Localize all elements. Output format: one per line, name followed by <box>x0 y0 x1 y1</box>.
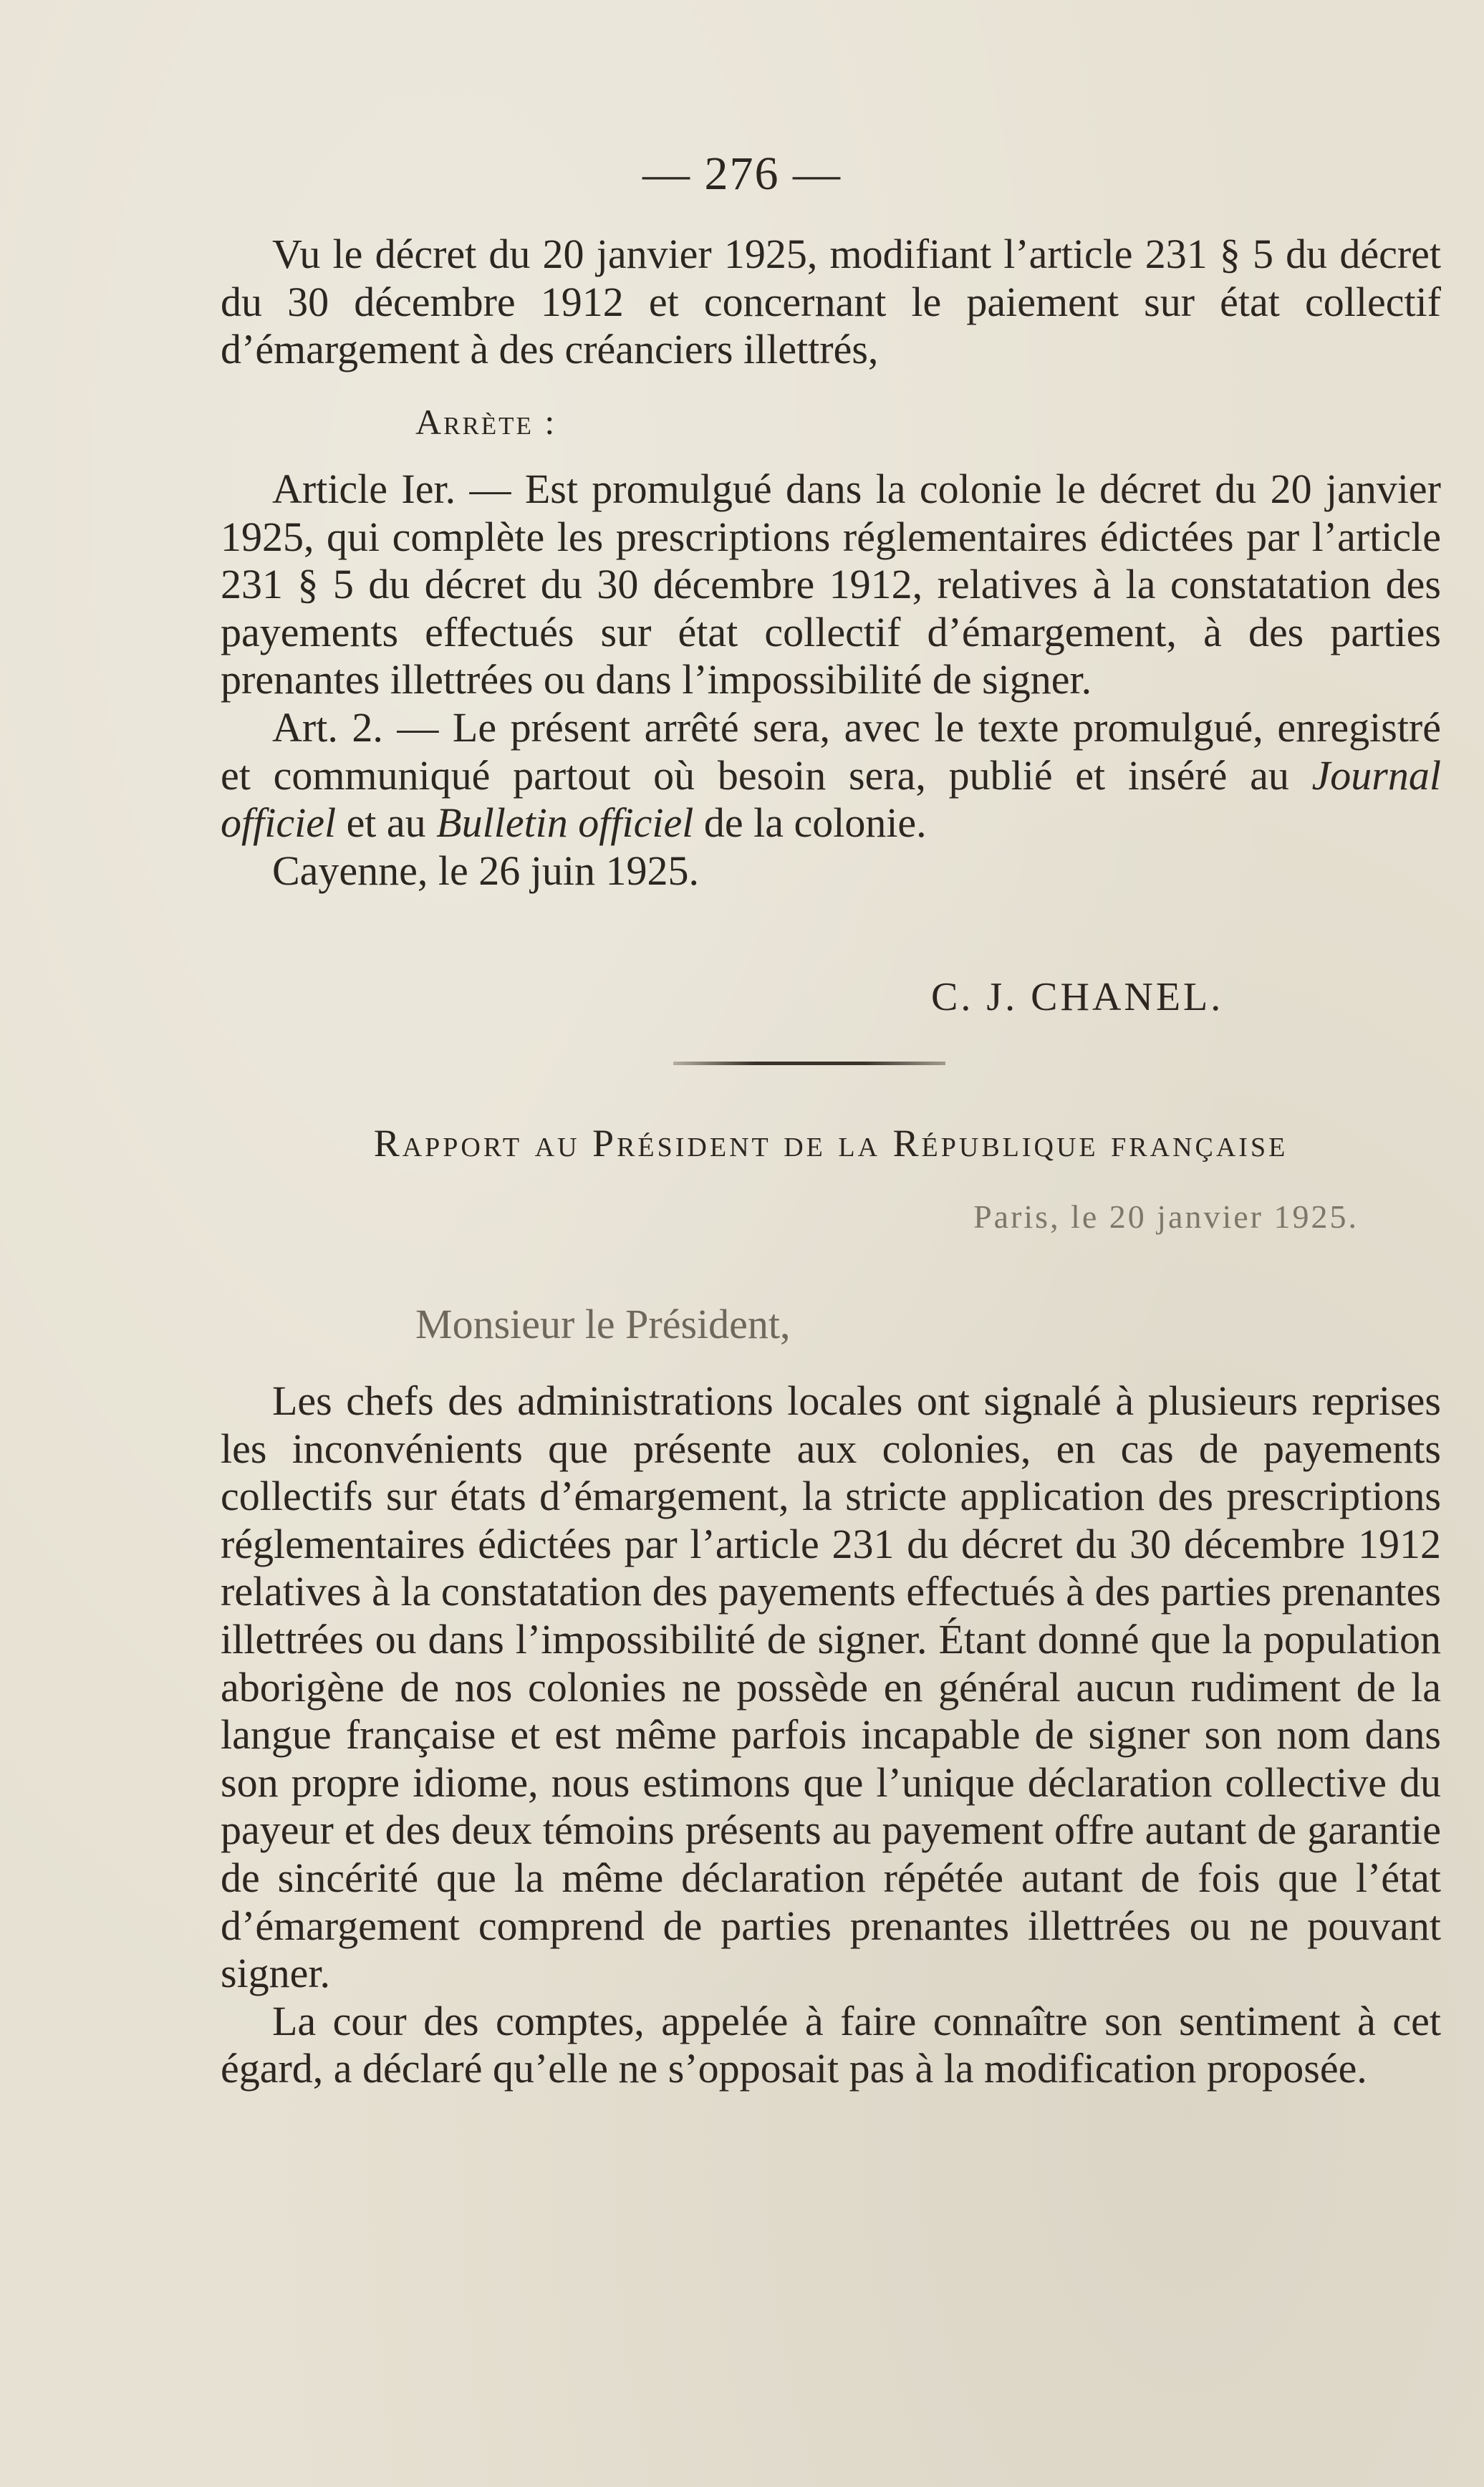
arrete-heading: Arrète : <box>415 402 557 442</box>
report-body <box>221 1377 1441 2093</box>
section-divider <box>673 1062 945 1065</box>
page-number: — 276 — <box>642 148 842 200</box>
arrete-articles <box>221 466 1441 895</box>
article-1: Article Ier. — Est promulgué dans la colonie le décret du 20 janvier 1925, qui complète les prescriptions réglementaires édictées par l’article 231 § 5 du décret du 30 décembre 1912, relatives à la constatation des payements effectués sur état collectif d’émargement, à des parties prenantes illettrées ou dans l’impossibilité de signer. <box>221 466 1441 703</box>
report-date: Paris, le 20 janvier 1925. <box>973 1198 1359 1235</box>
visa-text: Vu le décret du 20 janvier 1925, modifiant l’article 231 § 5 du décret du 30 décembre 1912 et concernant le paiement sur état collectif d’émargement à des créanciers illettrés, <box>221 231 1441 373</box>
journal-officiel-title: Journal officiel <box>221 751 1441 847</box>
article-2-text-start: Art. 2. — Le présent arrêté sera, avec le texte promulgué, enregistré et communiqué partout où besoin sera, publié et inséré au <box>221 703 1441 799</box>
salutation: Monsieur le Président, <box>415 1301 791 1347</box>
visa-paragraph <box>221 231 1441 374</box>
place-date: Cayenne, le 26 juin 1925. <box>272 847 700 894</box>
bulletin-officiel-title: Bulletin officiel <box>436 799 694 847</box>
report-paragraph-1: Les chefs des administrations locales ont signalé à plusieurs reprises les inconvénients que présente aux colonies, en cas de payements collectifs sur états d’émargement, la stricte application des prescriptions réglementaires édictées par l’article 231 du décret du 30 décembre 1912 relatives à la constatation des payements effectués à des parties prenantes illettrées ou dans l’impossibilité de signer. Étant donné que la population aborigène de nos colonies ne possède en général aucun rudiment de la langue française et est même parfois incapable de signer son nom dans son propre idiome, nous estimons que l’unique déclaration collective du payeur et des deux témoins présents au payement offre autant de garantie de sincérité que la même déclaration répétée autant de fois que l’état d’émargement comprend de parties prenantes illettrées ou ne pouvant signer. <box>221 1377 1441 1997</box>
article-2 <box>221 704 1441 847</box>
report-paragraph-2: La cour des comptes, appelée à faire connaître son sentiment à cet égard, a déclaré qu’elle ne s’opposait pas à la modification proposée. <box>221 1997 1441 2092</box>
signature: C. J. CHANEL. <box>931 975 1224 1019</box>
article-2-text-end: de la colonie. <box>693 799 927 847</box>
article-2-text-middle: et au <box>336 799 437 847</box>
report-title: Rapport au Président de la République française <box>373 1122 1288 1165</box>
